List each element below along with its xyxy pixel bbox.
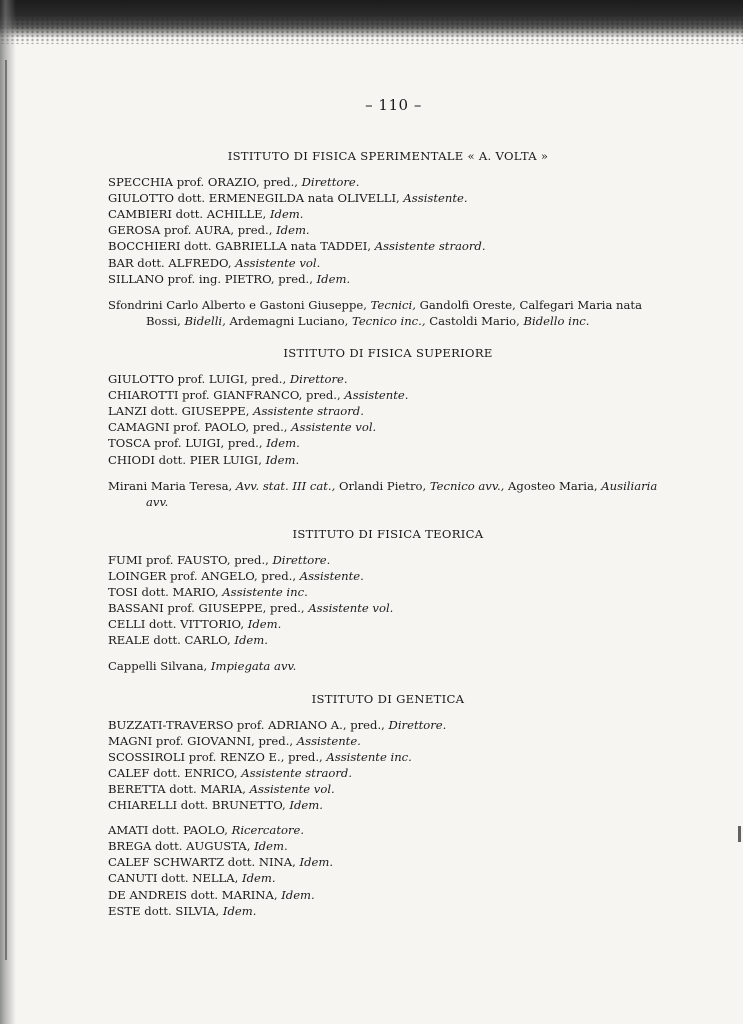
- staff-entry: REALE dott. CARLO, Idem.: [108, 633, 268, 648]
- staff-entry: CAMBIERI dott. ACHILLE, Idem.: [108, 207, 304, 222]
- binding-line: [5, 60, 7, 960]
- staff-entry: AMATI dott. PAOLO, Ricercatore.: [108, 823, 305, 838]
- section-heading: ISTITUTO DI FISICA TEORICA: [292, 526, 484, 541]
- margin-mark: [738, 826, 741, 842]
- staff-entry: FUMI prof. FAUSTO, pred., Direttore.: [108, 552, 331, 567]
- staff-entry: BERETTA dott. MARIA, Assistente vol.: [108, 782, 335, 796]
- staff-entry: GIULOTTO prof. LUIGI, pred., Direttore.: [108, 372, 348, 387]
- staff-entry: ESTE dott. SILVIA, Idem.: [108, 903, 257, 918]
- staff-entry: BREGA dott. AUGUSTA, Idem.: [108, 839, 288, 854]
- staff-entry: SILLANO prof. ing. PIETRO, pred., Idem.: [108, 271, 351, 286]
- staff-entry: CHIARELLI dott. BRUNETTO, Idem.: [108, 798, 323, 813]
- staff-entry: CANUTI dott. NELLA, Idem.: [108, 871, 276, 886]
- staff-entry: LANZI dott. GIUSEPPE, Assistente straord.: [108, 404, 364, 419]
- staff-entry: DE ANDREIS dott. MARINA, Idem.: [108, 887, 315, 902]
- staff-entry: BASSANI prof. GIUSEPPE, pred., Assistente vol.: [108, 601, 394, 616]
- page-body: [108, 148, 668, 935]
- technical-staff-note: Sfondrini Carlo Alberto e Gastoni Giuseppe, Tecnici, Gandolfi Oreste, Calfegari Maria nata Bossi, Bidelli, Ardemagni Luciano, Tecnico inc., Castoldi Mario, Bidello inc.: [108, 297, 642, 328]
- scan-noise: [0, 18, 743, 44]
- researcher-list: [108, 822, 668, 919]
- staff-entry: BUZZATI-TRAVERSO prof. ADRIANO A., pred., Direttore.: [108, 717, 447, 732]
- section-fisica-sperimentale: [108, 148, 668, 329]
- staff-entry: SCOSSIROLI prof. RENZO E., pred., Assistente inc.: [108, 749, 412, 764]
- scan-left-edge: [0, 0, 16, 1024]
- staff-entry: SPECCHIA prof. ORAZIO, pred., Direttore.: [108, 175, 360, 190]
- staff-entry: BAR dott. ALFREDO, Assistente vol.: [108, 255, 321, 270]
- list-gap: [108, 813, 668, 822]
- page-number: – 110 –: [365, 96, 422, 114]
- staff-entry: CELLI dott. VITTORIO, Idem.: [108, 617, 282, 632]
- staff-entry: CAMAGNI prof. PAOLO, pred., Assistente vol.: [108, 420, 377, 435]
- staff-entry: TOSI dott. MARIO, Assistente inc.: [108, 585, 308, 600]
- staff-entry: CALEF dott. ENRICO, Assistente straord.: [108, 765, 353, 780]
- staff-list: [108, 174, 668, 287]
- staff-entry: TOSCA prof. LUIGI, pred., Idem.: [108, 436, 300, 451]
- staff-entry: BOCCHIERI dott. GABRIELLA nata TADDEI, Assistente straord.: [108, 239, 486, 254]
- section-heading: ISTITUTO DI GENETICA: [311, 691, 465, 706]
- staff-entry: GIULOTTO dott. ERMENEGILDA nata OLIVELLI, Assistente.: [108, 191, 468, 206]
- staff-entry: CALEF SCHWARTZ dott. NINA, Idem.: [108, 855, 334, 870]
- staff-entry: GEROSA prof. AURA, pred., Idem.: [108, 223, 310, 238]
- section-fisica-superiore: [108, 345, 668, 510]
- staff-entry: LOINGER prof. ANGELO, pred., Assistente.: [108, 568, 364, 583]
- staff-list: [108, 552, 668, 649]
- section-heading: ISTITUTO DI FISICA SUPERIORE: [283, 345, 493, 360]
- staff-list: [108, 371, 668, 468]
- technical-staff-note: Mirani Maria Teresa, Avv. stat. III cat., Orlandi Pietro, Tecnico avv., Agosteo Maria, Ausiliaria avv.: [108, 478, 658, 509]
- section-genetica: [108, 691, 668, 919]
- section-heading: ISTITUTO DI FISICA SPERIMENTALE « A. VOLTA »: [227, 149, 549, 163]
- technical-staff-note: Cappelli Silvana, Impiegata avv.: [108, 659, 297, 674]
- staff-entry: MAGNI prof. GIOVANNI, pred., Assistente.: [108, 733, 361, 748]
- section-fisica-teorica: [108, 526, 668, 675]
- staff-entry: CHIODI dott. PIER LUIGI, Idem.: [108, 452, 300, 467]
- staff-entry: CHIAROTTI prof. GIANFRANCO, pred., Assistente.: [108, 388, 409, 403]
- staff-list: [108, 717, 668, 814]
